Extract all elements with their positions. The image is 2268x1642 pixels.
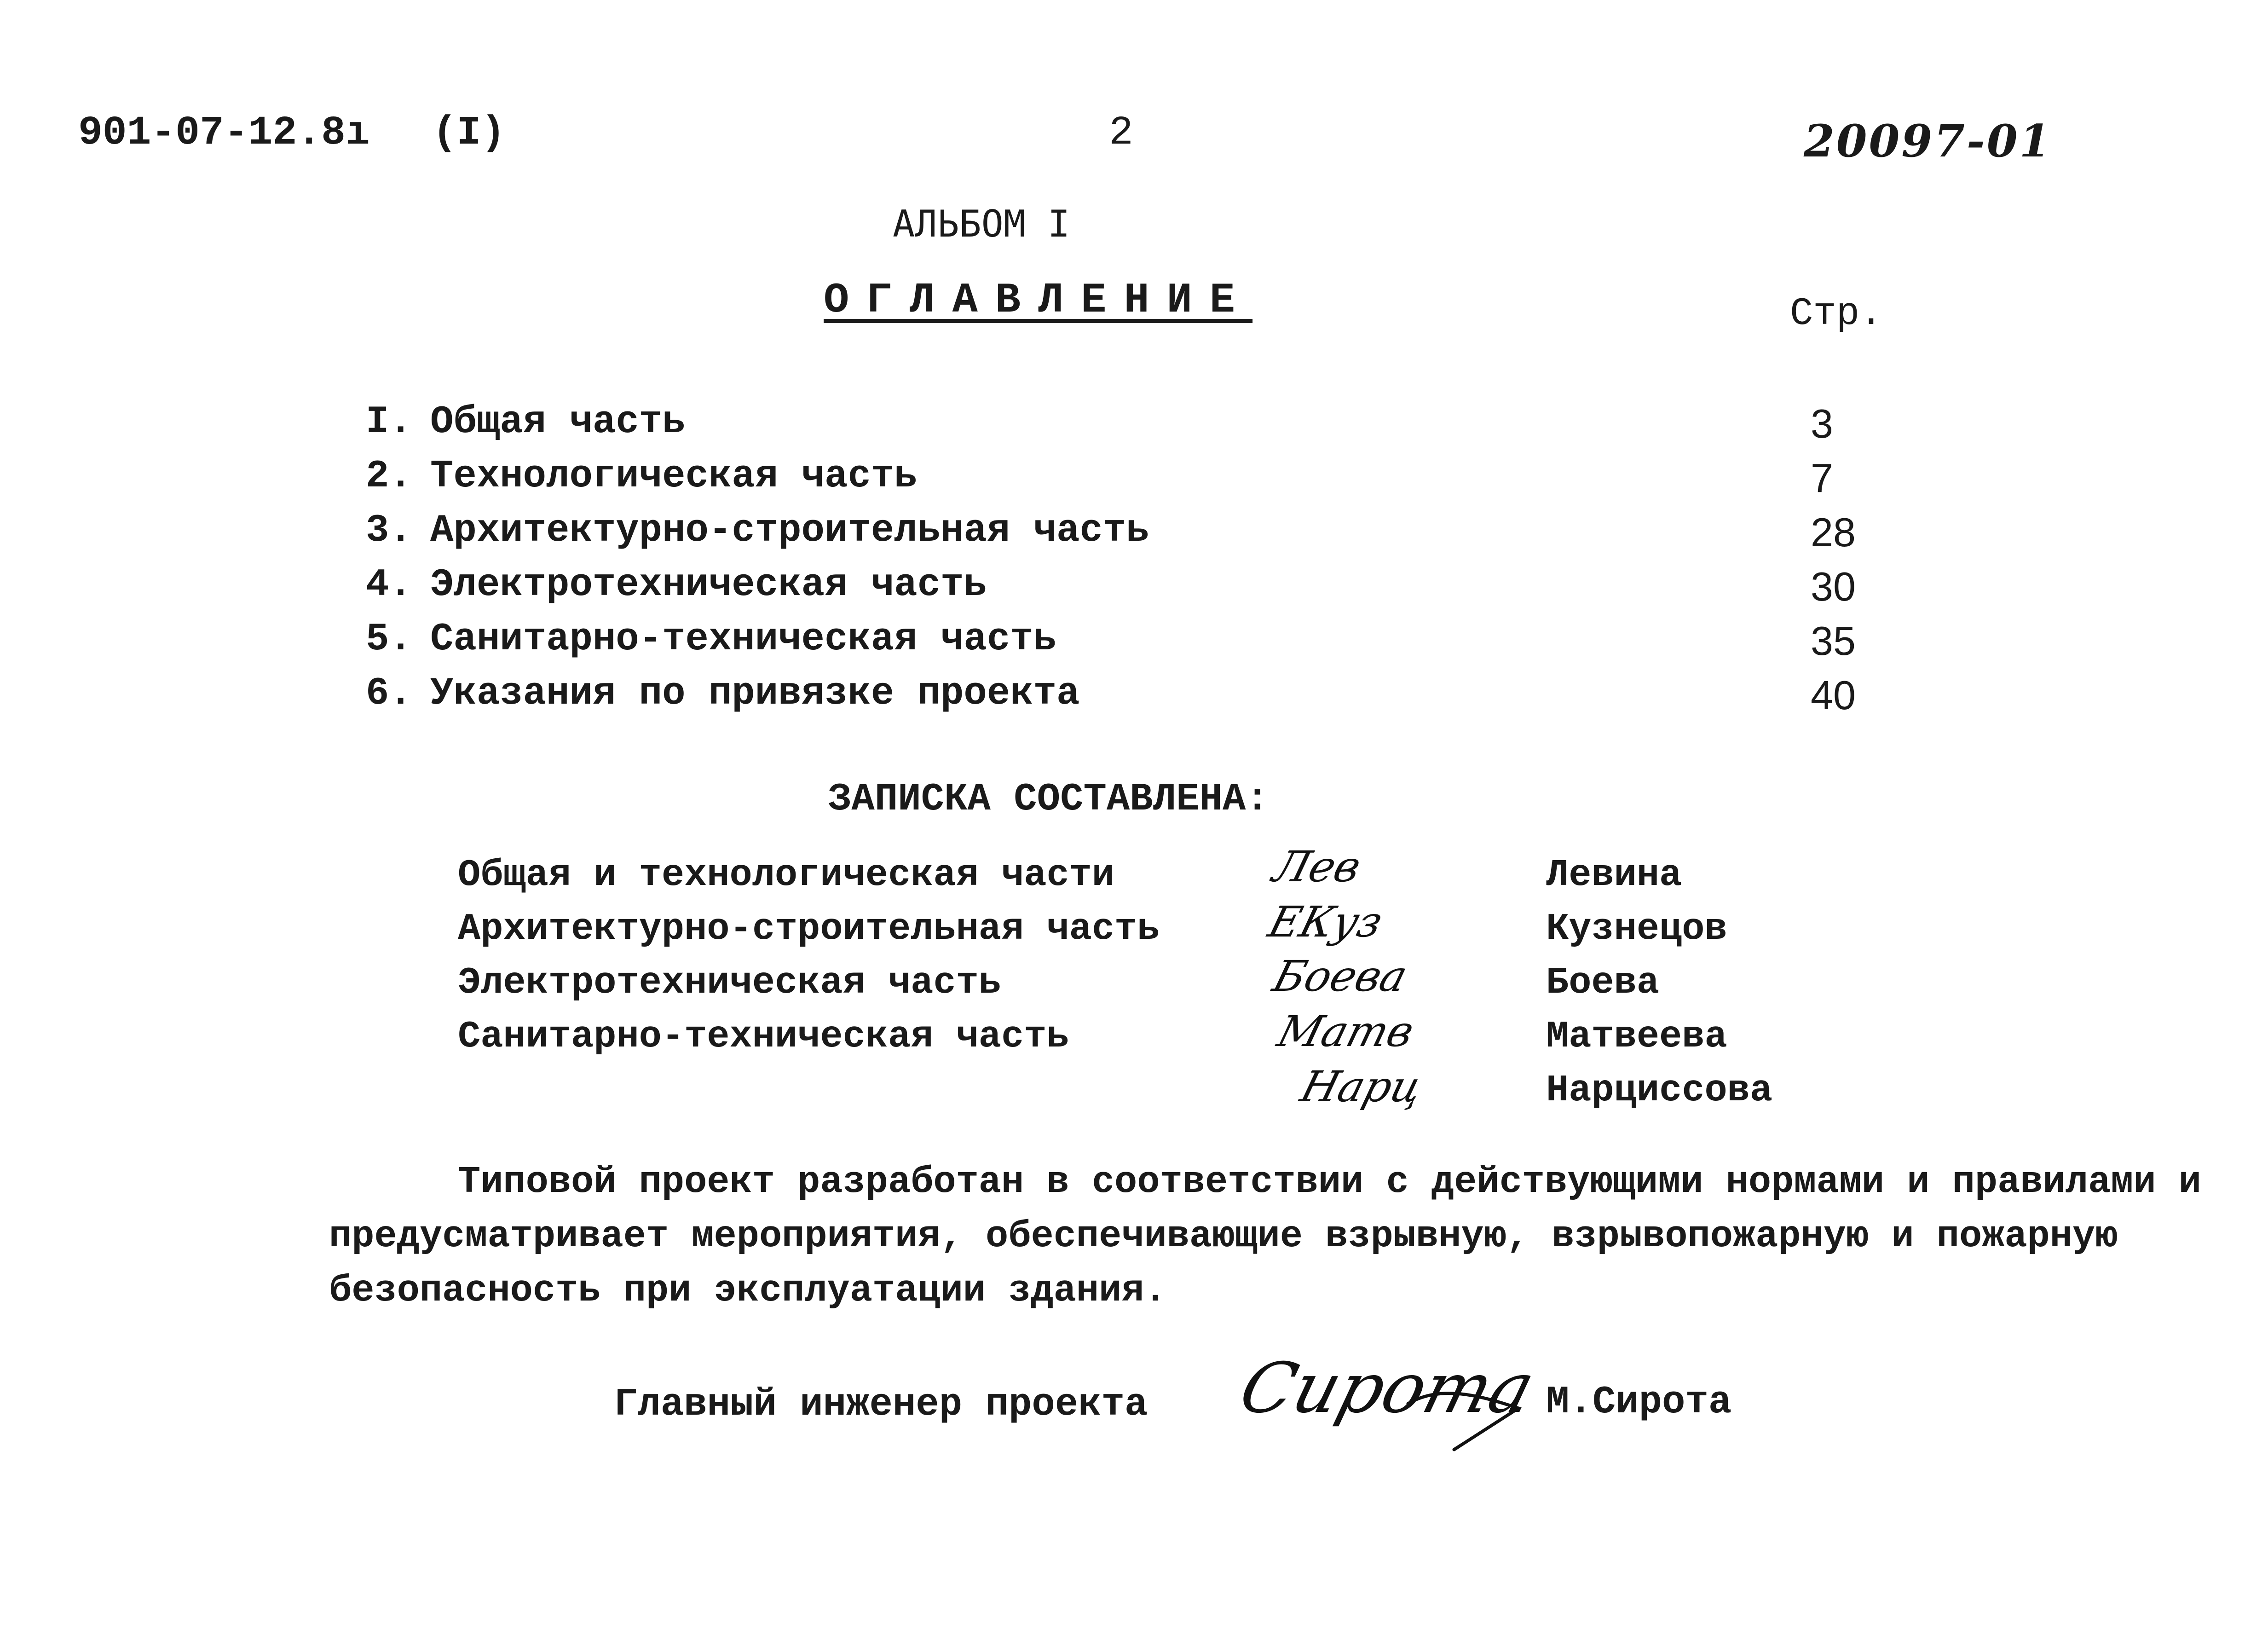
toc-item-page: 40 [1811,672,1856,718]
toc-item [366,400,686,444]
paragraph-line: предусматривает мероприятия, обеспечивающие взрывную, взрывопожарную и пожарную [329,1215,2118,1258]
toc-item-page: 30 [1811,564,1856,609]
chief-engineer-signature: Сирота [1231,1348,1543,1428]
compiler-name: Матвеева [1546,1015,1727,1058]
compiler-section: Общая и технологическая части [458,854,1115,896]
compiler-name: Боева [1546,961,1660,1004]
compiler-section: Архитектурно-строительная часть [458,908,1160,950]
toc-item-page: 7 [1811,455,1833,501]
paragraph-line: Типовой проект разработан в соответствии с действующими нормами и правилами и [458,1161,2202,1203]
chief-engineer-name: М.Сирота [1546,1381,1732,1424]
page-column-header: Стр. [1790,292,1883,336]
toc-item-number: 4. [366,563,412,607]
toc-item-label: Общая часть [430,400,686,444]
handwritten-number: 20097-01 [1804,115,2052,167]
toc-item [366,509,1149,553]
compiler-section: Электротехническая часть [458,961,1001,1004]
toc-item [366,455,918,498]
compiler-signature: Лев [1268,842,1367,891]
toc-item-label: Архитектурно-строительная часть [430,509,1149,553]
compiled-by-title: ЗАПИСКА СОСТАВЛЕНА: [828,778,1269,821]
volume-number: (I) [433,110,506,156]
album-title: АЛЬБОМ I [893,202,1070,245]
toc-title: ОГЛАВЛЕНИЕ [824,276,1253,324]
signature-flourish [1403,1376,1532,1454]
compiler-signature: Боева [1268,952,1413,1001]
toc-item-number: 5. [366,618,412,661]
compiler-signature: Матв [1272,1007,1420,1056]
compiler-signature: ЕКуз [1263,897,1388,947]
paragraph-line: безопасность при эксплуатации здания. [329,1269,1167,1312]
compiler-signature: Нарц [1295,1062,1428,1111]
toc-item [366,672,1079,716]
toc-item-page: 3 [1811,401,1833,446]
compiler-section: Санитарно-техническая часть [458,1015,1069,1058]
toc-item-page: 35 [1811,618,1856,664]
toc-item-number: 6. [366,672,412,716]
toc-item-number: 2. [366,455,412,498]
toc-item-label: Электротехническая часть [430,563,987,607]
toc-item-label: Указания по привязке проекта [430,672,1080,716]
document-code: 901-07-12.8ı [78,110,370,156]
toc-item-number: I. [366,400,412,444]
chief-engineer-label: Главный инженер проекта [614,1383,1148,1427]
compiler-name: Левина [1546,854,1682,896]
compiler-name: Нарциссова [1546,1069,1773,1112]
page-number: 2 [1109,110,1133,156]
toc-item-page: 28 [1811,509,1856,555]
toc-item-number: 3. [366,509,412,553]
toc-item-label: Санитарно-техническая часть [430,618,1057,661]
toc-item [366,563,987,607]
compiler-name: Кузнецов [1546,908,1727,950]
toc-item [366,618,1056,661]
toc-item-label: Технологическая часть [430,455,918,498]
